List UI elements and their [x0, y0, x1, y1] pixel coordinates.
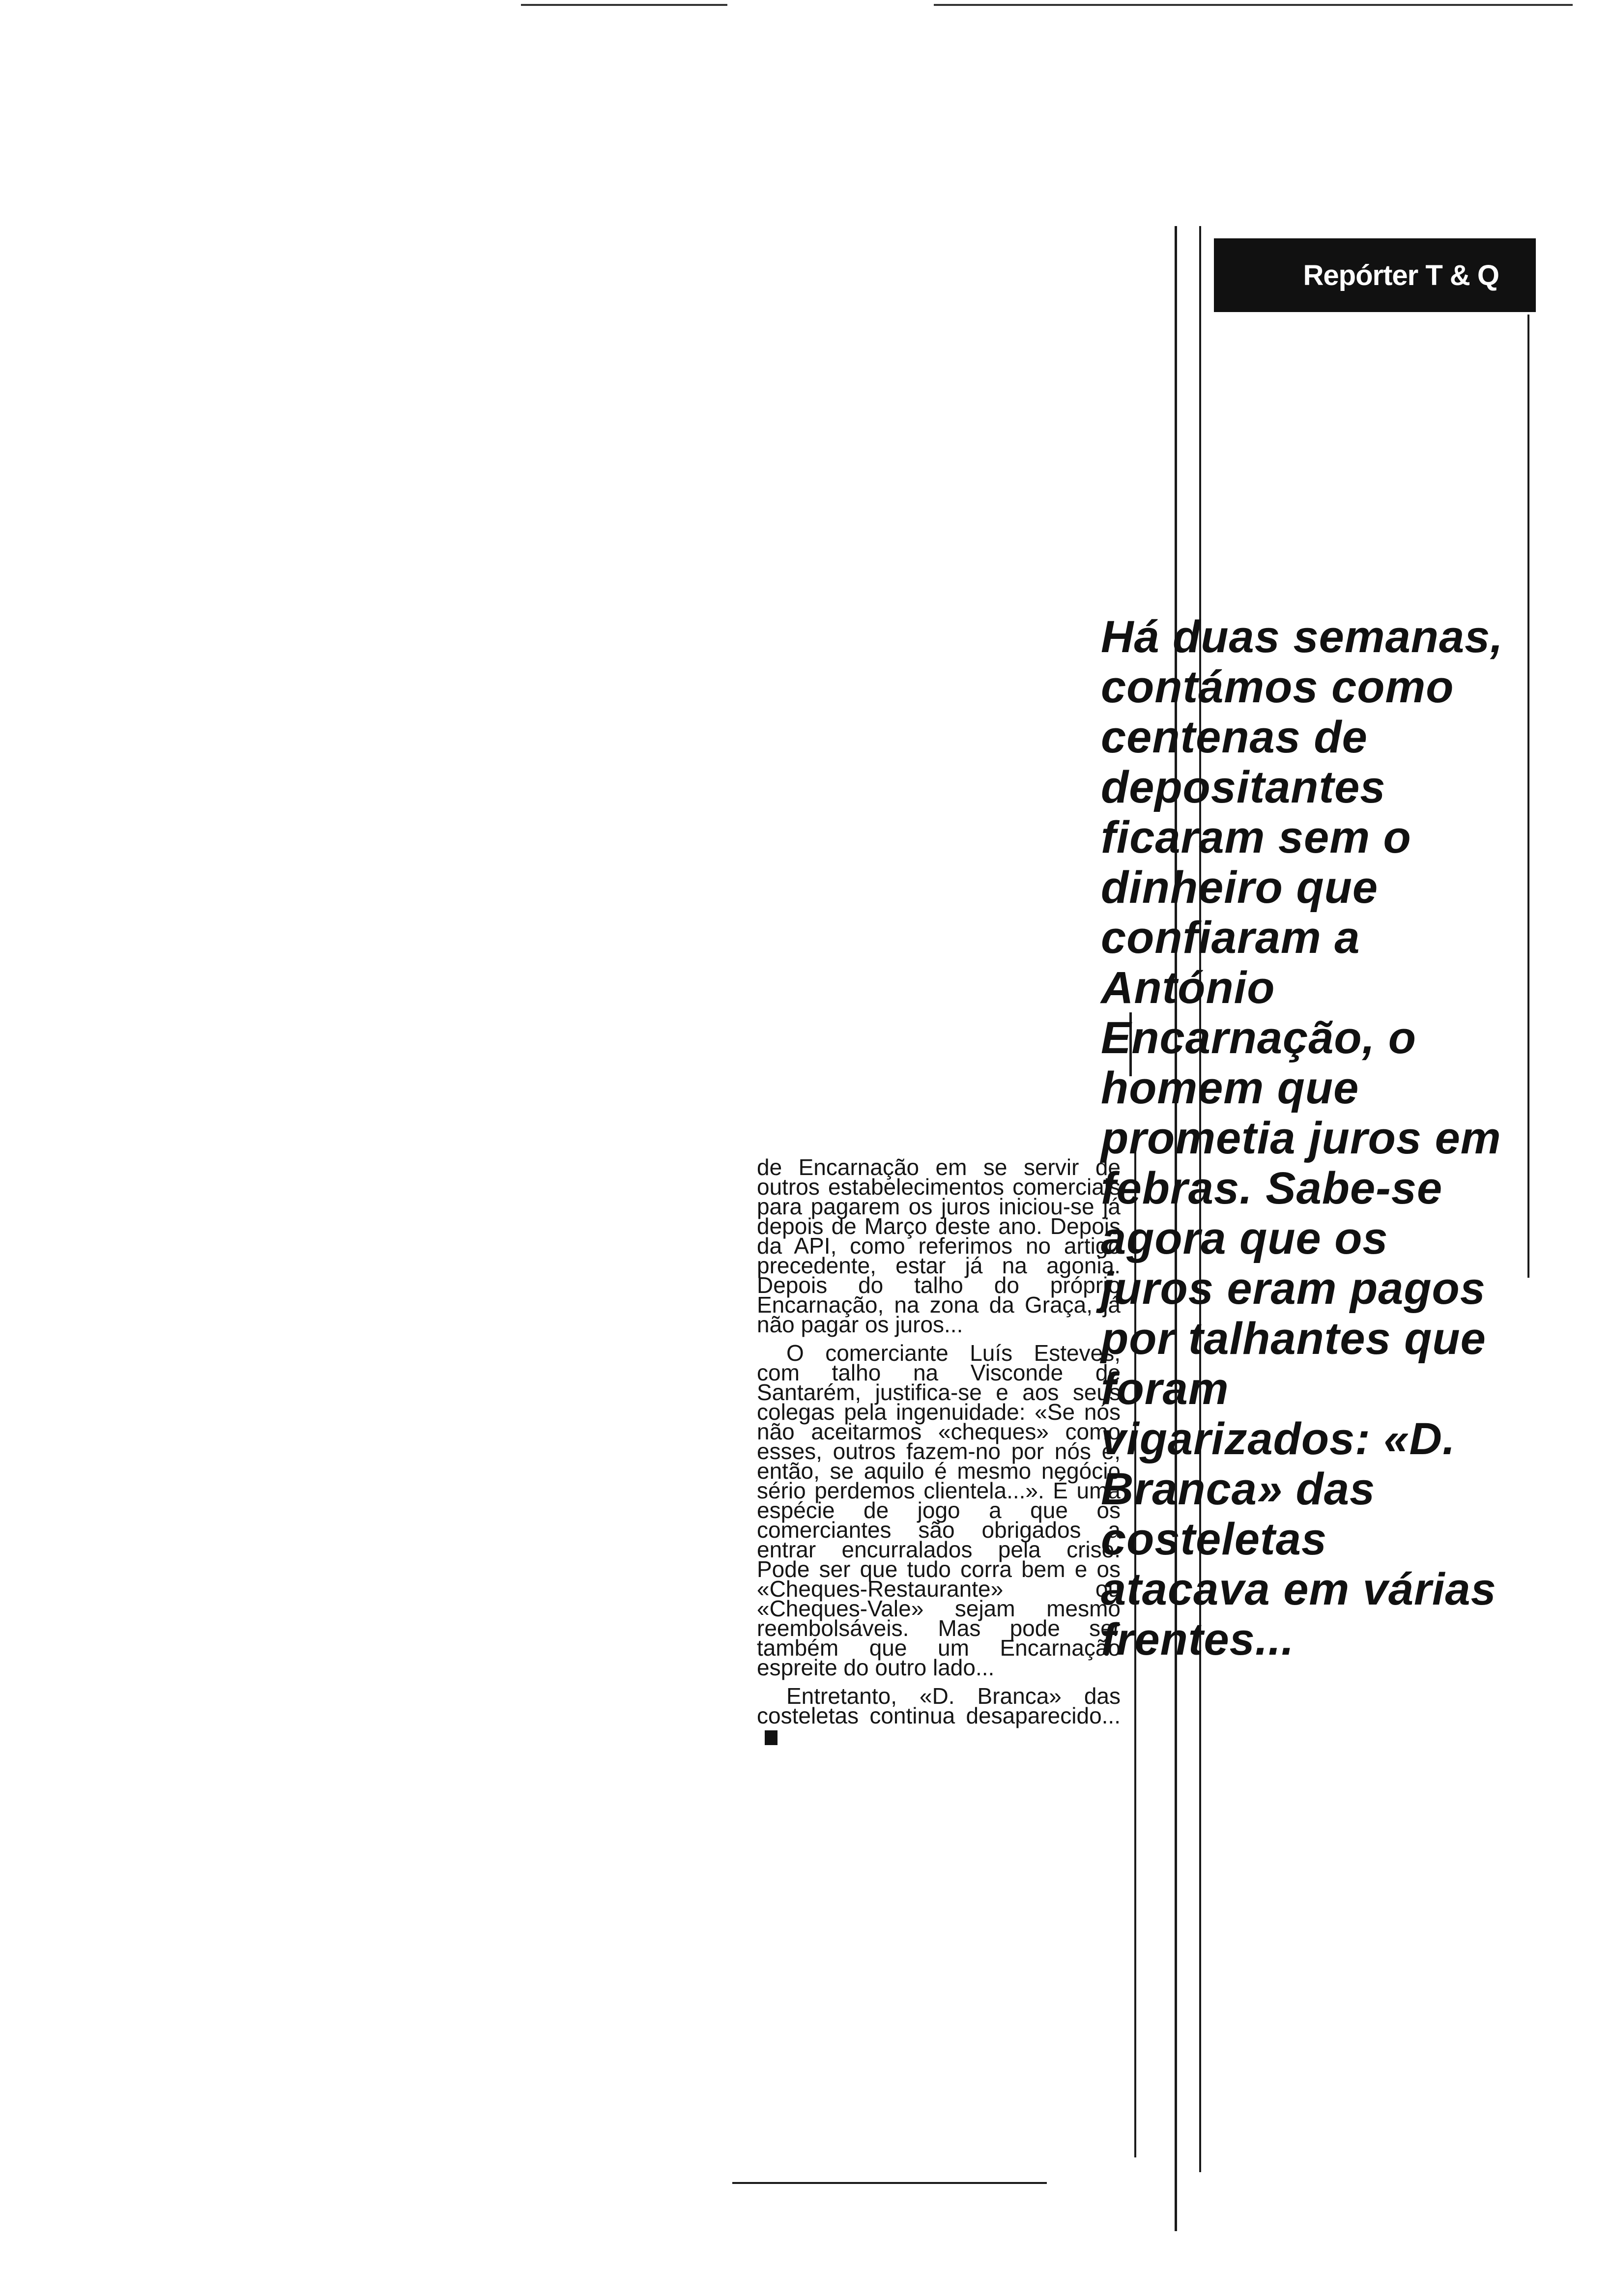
- scan-edge-line: [934, 4, 1573, 6]
- article-paragraph: O comerciante Luís Esteves, com talho na Visconde de Santarém, justifica-se e aos seus colegas pela ingenuidade: «Se nós não aceitarmos «cheques» como esses, outros fazem-no por nós e, então, se aquilo é mesmo negócio sério perdemos clientela...». É uma espécie de jogo a que os comerciantes são obrigados a entrar encurralados pela crise. Pode ser que tudo corra bem e os «Cheques-Restaurante» ou «Cheques-Vale» sejam mesmo reembolsáveis. Mas pode ser também que um Encarnação espreite do outro lado...: [757, 1340, 1121, 1680]
- box-rule-right: [1527, 315, 1529, 1278]
- end-of-article-square-icon: [765, 1730, 777, 1745]
- article-lead: Há duas semanas, contámos como centenas de depositantes ficaram sem o dinheiro que confiaram a António Encarnação, o homem que prometia juros em febras. Sabe-se agora que os juros eram pagos por talhantes que foram vigarizados: «D. Branca» das costeletas atacava em várias frentes...: [1101, 612, 1503, 1665]
- article-paragraph: de Encarnação em se servir de outros estabelecimentos comerciais para pagarem os juros iniciou-se já depois de Março deste ano. Depois da API, como referimos no artigo precedente, estar já na agonia. Depois do talho do próprio Encarnação, na zona da Graça, já não pagar os juros...: [757, 1154, 1121, 1337]
- scan-edge-line: [521, 4, 727, 6]
- article-body: [757, 1154, 1121, 1754]
- article-bottom-rule: [732, 2182, 1047, 2184]
- section-banner: [1214, 238, 1536, 312]
- section-label: Repórter T & Q: [1303, 259, 1499, 291]
- article-paragraph-final: [757, 1683, 1121, 1745]
- article-paragraph-text: Entretanto, «D. Branca» das costeletas continua desaparecido...: [757, 1683, 1121, 1728]
